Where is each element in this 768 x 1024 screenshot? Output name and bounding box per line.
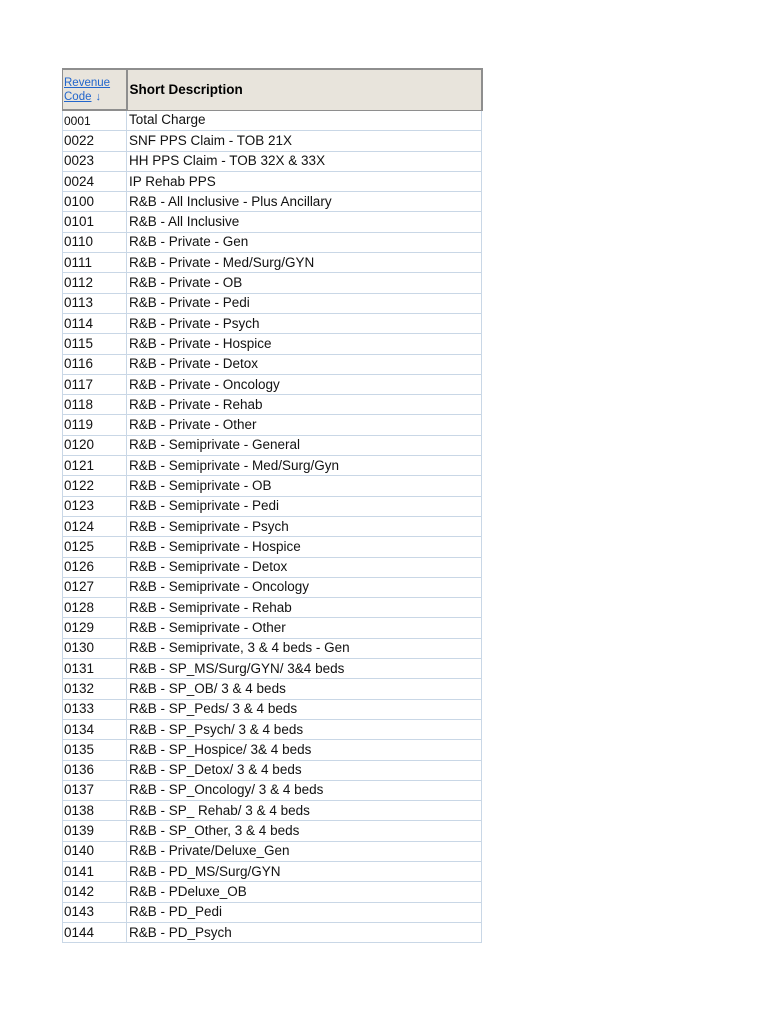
- short-description-cell: R&B - SP_Peds/ 3 & 4 beds: [127, 699, 482, 719]
- short-description-cell: R&B - Private - Detox: [127, 354, 482, 374]
- revenue-code-cell: 0122: [63, 476, 127, 496]
- table-row: [63, 151, 482, 171]
- table-row: [63, 273, 482, 293]
- table-header-row: [63, 69, 482, 110]
- revenue-code-cell: 0001: [63, 110, 127, 131]
- table-row: [63, 415, 482, 435]
- short-description-cell: HH PPS Claim - TOB 32X & 33X: [127, 151, 482, 171]
- revenue-code-cell: 0023: [63, 151, 127, 171]
- table-row: [63, 801, 482, 821]
- short-description-cell: IP Rehab PPS: [127, 171, 482, 191]
- revenue-code-cell: 0131: [63, 659, 127, 679]
- table-row: [63, 253, 482, 273]
- revenue-code-cell: 0140: [63, 841, 127, 861]
- table-row: [63, 922, 482, 942]
- revenue-code-cell: 0116: [63, 354, 127, 374]
- table-row: [63, 516, 482, 536]
- revenue-code-cell: 0135: [63, 740, 127, 760]
- short-description-cell: R&B - Semiprivate - General: [127, 435, 482, 455]
- short-description-cell: R&B - Private - Rehab: [127, 395, 482, 415]
- revenue-code-cell: 0143: [63, 902, 127, 922]
- revenue-code-header[interactable]: [63, 69, 127, 110]
- short-description-cell: R&B - Private - Hospice: [127, 334, 482, 354]
- short-description-cell: R&B - Private - Gen: [127, 232, 482, 252]
- short-description-cell: R&B - SP_OB/ 3 & 4 beds: [127, 679, 482, 699]
- short-description-cell: Total Charge: [127, 110, 482, 131]
- table-row: [63, 882, 482, 902]
- table-row: [63, 192, 482, 212]
- table-row: [63, 456, 482, 476]
- short-description-cell: R&B - Semiprivate - Pedi: [127, 496, 482, 516]
- short-description-header: Short Description: [127, 69, 482, 110]
- revenue-code-cell: 0129: [63, 618, 127, 638]
- revenue-code-cell: 0118: [63, 395, 127, 415]
- revenue-code-cell: 0126: [63, 557, 127, 577]
- short-description-cell: R&B - Private - Med/Surg/GYN: [127, 253, 482, 273]
- revenue-code-cell: 0133: [63, 699, 127, 719]
- revenue-code-cell: 0110: [63, 232, 127, 252]
- revenue-code-cell: 0117: [63, 374, 127, 394]
- revenue-code-cell: 0141: [63, 861, 127, 881]
- revenue-code-cell: 0138: [63, 801, 127, 821]
- table-row: [63, 699, 482, 719]
- table-row: [63, 659, 482, 679]
- table-row: [63, 131, 482, 151]
- short-description-cell: R&B - PD_Pedi: [127, 902, 482, 922]
- short-description-cell: R&B - All Inclusive - Plus Ancillary: [127, 192, 482, 212]
- table-row: [63, 395, 482, 415]
- revenue-code-cell: 0139: [63, 821, 127, 841]
- short-description-cell: R&B - PDeluxe_OB: [127, 882, 482, 902]
- revenue-code-cell: 0132: [63, 679, 127, 699]
- table-row: [63, 618, 482, 638]
- short-description-cell: R&B - SP_MS/Surg/GYN/ 3&4 beds: [127, 659, 482, 679]
- table-row: [63, 476, 482, 496]
- table-row: [63, 902, 482, 922]
- revenue-code-cell: 0121: [63, 456, 127, 476]
- short-description-cell: R&B - Private - Other: [127, 415, 482, 435]
- table-row: [63, 861, 482, 881]
- revenue-code-cell: 0100: [63, 192, 127, 212]
- table-row: [63, 841, 482, 861]
- sort-descending-icon: ↓: [95, 90, 101, 103]
- revenue-code-label-line1: Revenue: [64, 76, 111, 89]
- short-description-cell: R&B - Semiprivate - Other: [127, 618, 482, 638]
- revenue-code-cell: 0134: [63, 719, 127, 739]
- table-row: [63, 821, 482, 841]
- short-description-cell: R&B - Semiprivate - Hospice: [127, 537, 482, 557]
- short-description-cell: R&B - Semiprivate - Oncology: [127, 577, 482, 597]
- short-description-cell: SNF PPS Claim - TOB 21X: [127, 131, 482, 151]
- revenue-code-cell: 0137: [63, 780, 127, 800]
- revenue-code-label-line2: Code: [64, 90, 92, 103]
- table-row: [63, 496, 482, 516]
- revenue-code-cell: 0120: [63, 435, 127, 455]
- revenue-code-cell: 0144: [63, 922, 127, 942]
- revenue-code-cell: 0024: [63, 171, 127, 191]
- table-row: [63, 557, 482, 577]
- short-description-cell: R&B - Semiprivate - Psych: [127, 516, 482, 536]
- revenue-code-cell: 0128: [63, 598, 127, 618]
- short-description-cell: R&B - Semiprivate - Med/Surg/Gyn: [127, 456, 482, 476]
- table-row: [63, 334, 482, 354]
- table-row: [63, 638, 482, 658]
- short-description-cell: R&B - Private - Psych: [127, 313, 482, 333]
- revenue-code-cell: 0123: [63, 496, 127, 516]
- table-row: [63, 313, 482, 333]
- table-row: [63, 598, 482, 618]
- revenue-code-cell: 0115: [63, 334, 127, 354]
- revenue-code-cell: 0142: [63, 882, 127, 902]
- revenue-code-cell: 0022: [63, 131, 127, 151]
- short-description-cell: R&B - Private/Deluxe_Gen: [127, 841, 482, 861]
- table-body: [63, 110, 482, 943]
- table-row: [63, 110, 482, 131]
- revenue-code-cell: 0114: [63, 313, 127, 333]
- table-row: [63, 232, 482, 252]
- revenue-code-cell: 0125: [63, 537, 127, 557]
- short-description-cell: R&B - SP_Other, 3 & 4 beds: [127, 821, 482, 841]
- revenue-code-cell: 0111: [63, 253, 127, 273]
- table-row: [63, 171, 482, 191]
- table-row: [63, 212, 482, 232]
- revenue-code-cell: 0112: [63, 273, 127, 293]
- revenue-code-cell: 0127: [63, 577, 127, 597]
- short-description-cell: R&B - Private - OB: [127, 273, 482, 293]
- table-row: [63, 577, 482, 597]
- table-row: [63, 760, 482, 780]
- short-description-cell: R&B - Semiprivate - Rehab: [127, 598, 482, 618]
- table-row: [63, 719, 482, 739]
- table-row: [63, 679, 482, 699]
- revenue-code-cell: 0119: [63, 415, 127, 435]
- short-description-cell: R&B - Semiprivate - Detox: [127, 557, 482, 577]
- short-description-cell: R&B - SP_Hospice/ 3& 4 beds: [127, 740, 482, 760]
- short-description-cell: R&B - Semiprivate - OB: [127, 476, 482, 496]
- revenue-code-sort-link[interactable]: [64, 76, 126, 104]
- short-description-cell: R&B - SP_ Rehab/ 3 & 4 beds: [127, 801, 482, 821]
- short-description-cell: R&B - Private - Pedi: [127, 293, 482, 313]
- table-row: [63, 293, 482, 313]
- revenue-code-cell: 0124: [63, 516, 127, 536]
- short-description-cell: R&B - Private - Oncology: [127, 374, 482, 394]
- short-description-cell: R&B - PD_Psych: [127, 922, 482, 942]
- revenue-code-cell: 0136: [63, 760, 127, 780]
- table-row: [63, 435, 482, 455]
- table-row: [63, 374, 482, 394]
- revenue-code-cell: 0113: [63, 293, 127, 313]
- table-row: [63, 354, 482, 374]
- short-description-cell: R&B - SP_Detox/ 3 & 4 beds: [127, 760, 482, 780]
- short-description-cell: R&B - All Inclusive: [127, 212, 482, 232]
- table-row: [63, 740, 482, 760]
- revenue-code-cell: 0101: [63, 212, 127, 232]
- short-description-cell: R&B - PD_MS/Surg/GYN: [127, 861, 482, 881]
- table-row: [63, 537, 482, 557]
- short-description-cell: R&B - Semiprivate, 3 & 4 beds - Gen: [127, 638, 482, 658]
- short-description-cell: R&B - SP_Psych/ 3 & 4 beds: [127, 719, 482, 739]
- table-row: [63, 780, 482, 800]
- revenue-code-cell: 0130: [63, 638, 127, 658]
- short-description-cell: R&B - SP_Oncology/ 3 & 4 beds: [127, 780, 482, 800]
- revenue-code-table: [62, 68, 483, 943]
